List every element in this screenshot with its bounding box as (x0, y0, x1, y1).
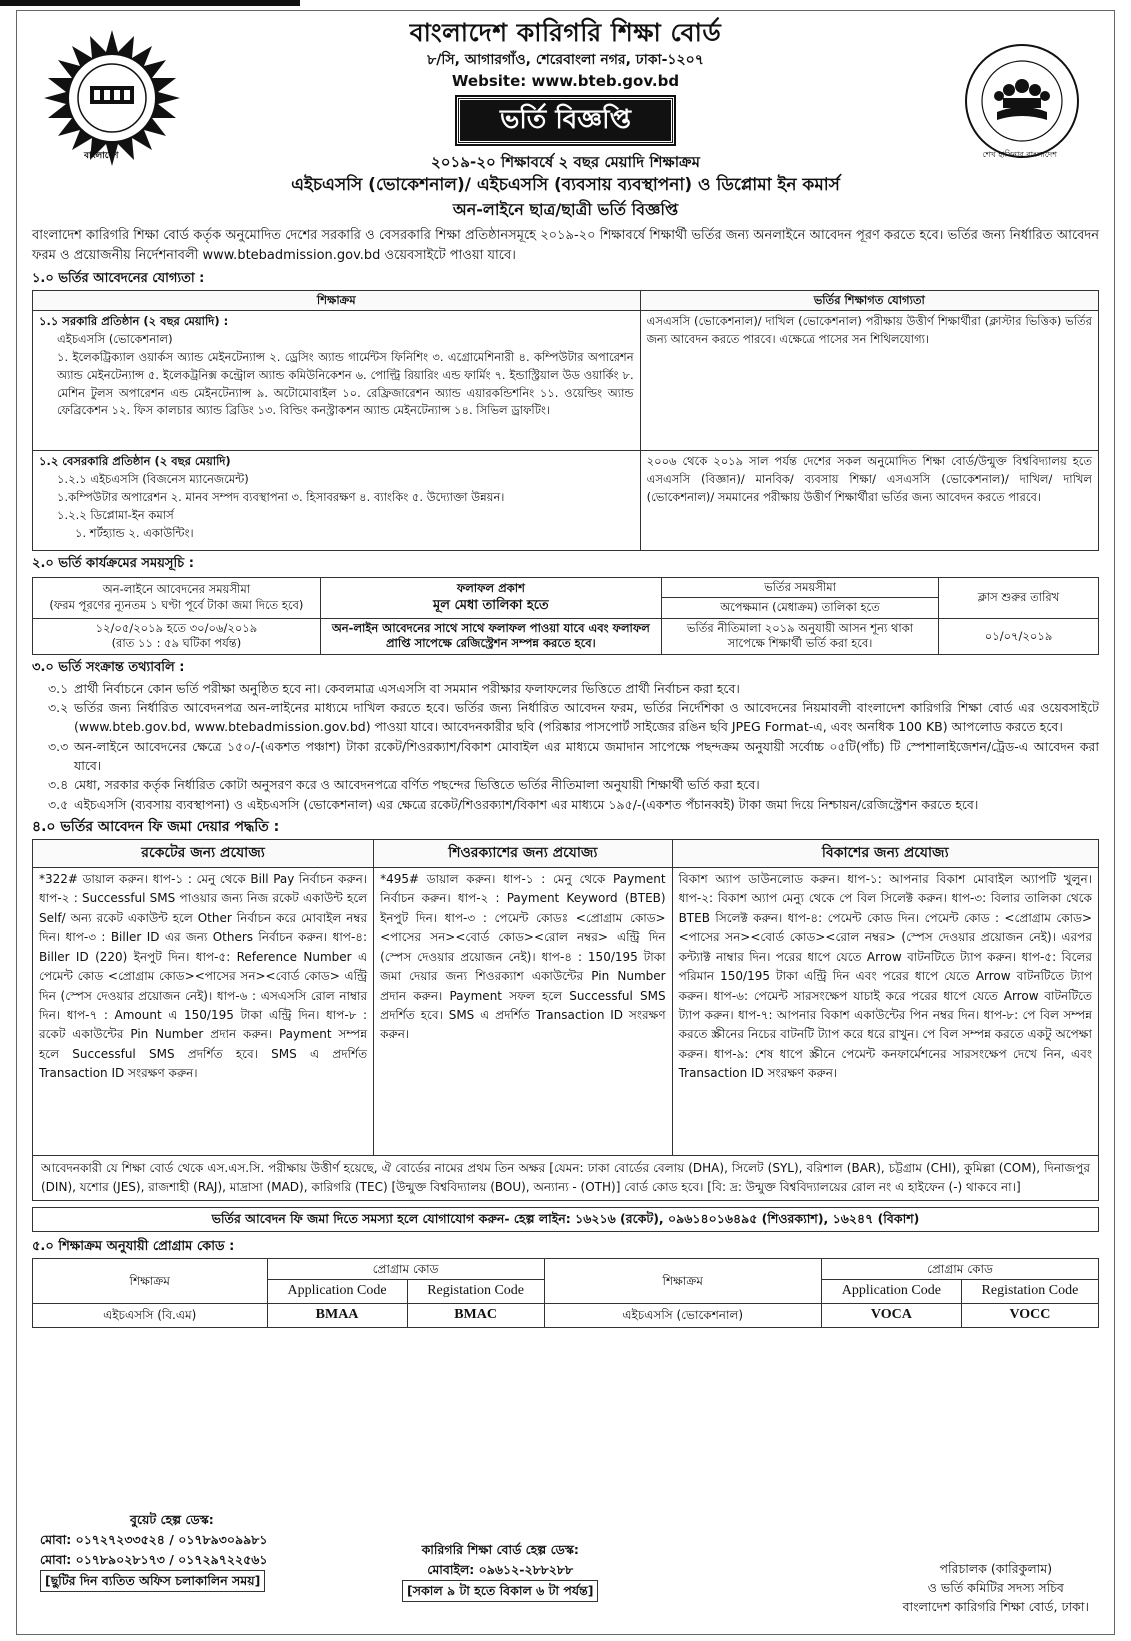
course-col-right: শিক্ষাক্রম (544, 1258, 821, 1303)
bteb-help-desk (402, 1540, 598, 1602)
section2-title: ২.০ ভর্তি কার্যক্রমের সময়সূচি : (32, 556, 194, 572)
online-admission-subtitle: অন-লাইনে ছাত্র/ছাত্রী ভর্তি বিজ্ঞপ্তি (452, 200, 679, 220)
eligibility-col-course: শিক্ষাক্রম (33, 290, 641, 311)
reg-code-header-right: Registation Code (961, 1279, 1098, 1303)
apply-deadline-dates: ১২/০৫/২০১৯ হতে ৩০/০৬/২০১৯ (95, 620, 258, 635)
bteb-phone: মোবাইল: ০৯৬১২-২৮৮২৮৮ (427, 1562, 574, 1577)
signatory-role: ও ভর্তি কমিটির সদস্য সচিব (927, 1579, 1064, 1595)
app-code-header-right: Application Code (821, 1279, 961, 1303)
signature-block (903, 1560, 1089, 1616)
govt-qualification: এসএসসি (ভোকেশনাল)/ দাখিল (ভোকেশনাল) পরীক্ষায় উত্তীর্ণ শিক্ষার্থীরা (ক্লাস্টার ভিত্তিক) ভর্তির জন্য আবেদন করতে পারবে। এক্ষেত্রে পাসের সন শিথিলযোগ্য। (640, 311, 1098, 451)
waiting-list-label: অপেক্ষমান (মেধাক্রম) তালিকা হতে (661, 598, 938, 619)
class-start-label: ক্লাস শুরুর তারিখ (939, 577, 1099, 618)
apply-deadline-note: (ফরম পূরণের ন্যূনতম ১ ঘণ্টা পূর্বে টাকা জমা দিতে হবে) (49, 597, 304, 612)
intro-paragraph: বাংলাদেশ কারিগরি শিক্ষা বোর্ড কর্তৃক অনুমোদিত দেশের সরকারি ও বেসরকারি শিক্ষা প্রতিষ্ঠানসমূহে ২০১৯-২০ শিক্ষাবর্ষে শিক্ষার্থী ভর্তির জন্য অনলাইনে আবেদন পূরণ করতে হবে। ভর্তির জন্য নির্ধারিত আবেদন ফরম ও প্রয়োজনীয় নির্দেশনাবলী www.btebadmission.gov.bd ওয়েবসাইটে পাওয়া যাবে। (32, 228, 1099, 264)
govt-institution-program: এইচএসসি (ভোকেশনাল) (57, 332, 173, 347)
bteb-hours: [সকাল ৯ টা হতে বিকাল ৬ টা পর্যন্ত] (402, 1580, 598, 1602)
schedule-head-apply (33, 577, 321, 618)
list-item (32, 737, 1099, 776)
info-list (32, 679, 1099, 815)
info-number: ৩.১ (48, 680, 69, 696)
bm-reg-code: BMAC (407, 1303, 544, 1327)
payment-method-table (32, 839, 1099, 1156)
rocket-header: রকেটের জন্য প্রযোজ্য (33, 840, 374, 868)
info-text: মেধা, সরকার কর্তৃক নির্ধারিত কোটা অনুসরণ করে ও আবেদনপত্রে বর্ণিত পছন্দের ভিত্তিতে ভর্তির নীতিমালা অনুযায়ী শিক্ষার্থী ভর্তি করা হবে। (74, 777, 760, 793)
surecash-header: শিওরক্যাশের জন্য প্রযোজ্য (374, 840, 672, 868)
footer (22, 1510, 1109, 1630)
govt-trades-list: ১. ইলেকট্রিক্যাল ওয়ার্কস অ্যান্ড মেইনটেন্যান্স ২. ড্রেসিং অ্যান্ড গার্মেন্টস ফিনিশিং ৩. এগ্রোমেশিনারী ৪. কম্পিউটার অপারেশন অ্যান্ড মেইনটেন্যান্স ৫. ইলেকট্রনিক্স কন্ট্রোল অ্যান্ড কমিউনিকেশন ৬. পোল্ট্রি রিয়ারিং এন্ড ফার্মিং ৭. ইন্ডাস্ট্রিয়াল উড ওয়ার্কিং ৮. মেশিন টুলস অপারেশন এন্ড মেইনটেন্যান্স ৯. অটোমোবাইল ১০. রেফ্রিজারেশন অ্যান্ড এয়ারকন্ডিশনিং ১১. ওয়েল্ডিং অ্যান্ড ফেব্রিকেশন ১২. ফিস কালচার অ্যান্ড ব্রিডিং ১৩. বিল্ডিং কনস্ট্রাকশন অ্যান্ড মেইনটেন্যান্স ১৪. সিভিল ড্রাফটিং। (57, 349, 634, 418)
surecash-instructions: *495# ডায়াল করুন। ধাপ-১ : মেনু থেকে Payment নির্বাচন করুন। ধাপ-২ : Payment Keyword (BTEB) ইনপুট দিন। ধাপ-৩ : পেমেন্ট কোডঃ <প্রোগ্রাম কোড><পাসের সন><বোর্ড কোড><রোল নম্বর> এন্ট্রি দিন (স্পেস দেওয়ার প্রয়োজন নেই)। ধাপ-৪ : 150/195 টাকা জমা দেয়ার জন্য শিওরক্যাশ একাউন্টের Pin Number প্রদান করুন। Payment সফল হলে Successful SMS প্রদর্শিত হবে। SMS এ প্রদর্শিত Transaction ID সংরক্ষণ করুন। (374, 867, 672, 1155)
list-item (32, 775, 1099, 794)
app-code-header-left: Application Code (267, 1279, 407, 1303)
session-subtitle: ২০১৯-২০ শিক্ষাবর্ষে ২ বছর মেয়াদি শিক্ষাক্রম (431, 152, 700, 171)
bkash-header: বিকাশের জন্য প্রযোজ্য (672, 840, 1098, 868)
buet-help-title: বুয়েট হেল্প ডেস্ক: (130, 1512, 214, 1527)
reg-code-header-left: Registation Code (407, 1279, 544, 1303)
voc-app-code: VOCA (821, 1303, 961, 1327)
info-number: ৩.৪ (48, 777, 69, 793)
course-vocational: এইচএসসি (ভোকেশনাল) (544, 1303, 821, 1327)
notice-title: ভর্তি বিজ্ঞপ্তি (457, 97, 674, 144)
section4-title: ৪.০ ভর্তির আবেদন ফি জমা দেয়ার পদ্ধতি : (32, 819, 280, 836)
bkash-instructions: বিকাশ অ্যাপ ডাউনলোড করুন। ধাপ-১: আপনার বিকাশ মোবাইল অ্যাপটি খুলুন। ধাপ-২: বিকাশ অ্যাপ মেন্যু থেকে পে বিল সিলেক্ট করুন। ধাপ-৩: বিলার তালিকা থেকে BTEB সিলেক্ট করুন। ধাপ-৪: পেমেন্ট কোড দিন। পেমেন্ট কোড : <প্রোগ্রাম কোড><পাসের সন><বোর্ড কোড><রোল নম্বর> (স্পেস দেওয়ার প্রয়োজন নেই)। এরপর কন্ট্যাক্ট নাম্বার দিন। পরের ধাপে যেতে Arrow বাটনটিতে ট্যাপ করুন। ধাপ-৫: বিলের পরিমান 150/195 টাকা এন্ট্রি দিন এবং পরের ধাপে যেতে Arrow বাটনটিতে ট্যাপ করুন। ধাপ-৬: পেমেন্ট সারসংক্ষেপ যাচাই করে পরের ধাপে যেতে Arrow বাটনটিতে ট্যাপ করুন। ধাপ-৭: আপনার বিকাশ একাউন্টের পিন নম্বর দিন। ধাপ-৮: পে বিল সম্পন্ন করতে স্ক্রীনের নিচের বাটনটি ট্যাপ করে ধরে রাখুন। পে বিল সম্পন্ন করতে একটু অপেক্ষা করুন। ধাপ-৯: শেষ ধাপে স্ক্রীনে পেমেন্ট কনফার্মেশনের সারসংক্ষেপ দেখে নিন, এবং Transaction ID সংরক্ষণ করুন। (672, 867, 1098, 1155)
list-item (32, 679, 1099, 698)
result-sub: মূল মেধা তালিকা হতে (433, 597, 549, 613)
table-row (33, 618, 1099, 654)
emblem-logo (963, 42, 1081, 160)
eligibility-table (32, 290, 1099, 552)
section1-title: ১.০ ভর্তির আবেদনের যোগ্যতা : (32, 271, 205, 287)
schedule-head-result (320, 577, 661, 618)
private-institution-heading: ১.২ বেসরকারি প্রতিষ্ঠান (২ বছর মেয়াদি) (39, 454, 231, 469)
bm-app-code: BMAA (267, 1303, 407, 1327)
private-institution-cell (33, 451, 641, 551)
govt-institution-heading: ১.১ সরকারি প্রতিষ্ঠান (২ বছর মেয়াদি) : (39, 314, 229, 329)
payment-helpline: ভর্তির আবেদন ফি জমা দিতে সমস্যা হলে যোগাযোগ করুন- হেল্প লাইন: ১৬২১৬ (রকেট), ০৯৬১৪০১৬৪৯৫ (শিওরক্যাশ), ১৬২৪৭ (বিকাশ) (32, 1207, 1099, 1232)
hsc-bm-list: ১.কম্পিউটার অপারেশন ২. মানব সম্পদ ব্যবস্থাপনা ৩. হিসাবরক্ষণ ৪. ব্যাংকিং ৫. উদ্যোক্তা উন্নয়ন। (57, 489, 505, 504)
board-address: ৮/সি, আগারগাঁও, শেরেবাংলা নগর, ঢাকা-১২০৭ (427, 51, 704, 68)
board-title: বাংলাদেশ কারিগরি শিক্ষা বোর্ড (409, 18, 722, 47)
buet-phone-1: মোবা: ০১৭২৭২৩৩৫২৪ / ০১৭৮৯৩০৯৯৮১ (40, 1532, 268, 1547)
header (22, 0, 1109, 220)
schedule-table (32, 577, 1099, 655)
buet-phone-2: মোবা: ০১৭৮৯০২৮১৭৩ / ০১৭২৯৭২২৫৬১ (40, 1552, 268, 1567)
apply-deadline-value (33, 618, 321, 654)
bteb-seal-logo (42, 28, 182, 168)
private-qualification: ২০০৬ থেকে ২০১৯ সাল পর্যন্ত দেশের সকল অনুমোদিত শিক্ষা বোর্ড/উন্মুক্ত বিশ্ববিদ্যালয় হতে এসএসসি (বিজ্ঞান)/ মানবিক/ ব্যবসায় শিক্ষা/ এসএসসি (ভোকেশনাল)/ দাখিল/ দাখিল (ভোকেশনাল)/ সমমানের পরীক্ষায় উত্তীর্ণ শিক্ষার্থীরা ভর্তির জন্য আবেদন করতে পারবে। (640, 451, 1098, 551)
table-row (33, 451, 1099, 551)
admission-deadline-label: ভর্তির সময়সীমা (661, 577, 938, 598)
right-logo-text: শেখ হাসিনার বাংলাদেশ (982, 150, 1057, 159)
govt-institution-cell (33, 311, 641, 451)
info-text: প্রার্থী নির্বাচনে কোন ভর্তি পরীক্ষা অনুষ্ঠিত হবে না। কেবলমাত্র এসএসসি বা সমমান পরীক্ষার ফলাফলের ভিত্তিতে প্রার্থী নির্বাচন করা হবে। (74, 680, 740, 696)
diploma-commerce-heading: ১.২.২ ডিপ্লোমা-ইন কমার্স (57, 507, 174, 522)
left-logo-text: বাংলাদেশ (84, 151, 119, 161)
buet-hours: [ছুটির দিন ব্যতিত অফিস চলাকালিন সময়] (40, 1570, 265, 1592)
info-number: ৩.৫ (48, 796, 69, 812)
admission-deadline-value: ভর্তির নীতিমালা ২০১৯ অনুযায়ী আসন শূন্য থাকা সাপেক্ষে শিক্ষার্থী ভর্তি করা হবে। (661, 618, 938, 654)
apply-deadline-time: (রাত ১১ : ৫৯ ঘটিকা পর্যন্ত) (111, 636, 242, 651)
eligibility-col-qualification: ভর্তির শিক্ষাগত যোগ্যতা (640, 290, 1098, 311)
programs-subtitle: এইচএসসি (ভোকেশনাল)/ এইচএসসি (ব্যবসায় ব্যবস্থাপনা) ও ডিপ্লোমা ইন কমার্স (291, 175, 840, 196)
board-code-note: আবেদনকারী যে শিক্ষা বোর্ড থেকে এস.এস.সি. পরীক্ষায় উত্তীর্ণ হয়েছে, ঐ বোর্ডের নামের প্রথম তিন অক্ষর [যেমন: ঢাকা বোর্ডের বেলায় (DHA), সিলেট (SYL), বরিশাল (BAR), চট্টগ্রাম (CHI), কুমিল্লা (COM), দিনাজপুর (DIN), যশোর (JES), রাজশাহী (RAJ), মাদ্রাসা (MAD), কারিগরি (TEC) [উন্মুক্ত বিশ্ববিদ্যালয় (BOU), অন্যান্য - (OTH)] বোর্ড কোড হবে। [বি: দ্র: উন্মুক্ত বিশ্ববিদ্যালয়ের রোল নং এ হাইফেন (-) থাকবে না।] (32, 1156, 1099, 1201)
section5-title: ৫.০ শিক্ষাক্রম অনুযায়ী প্রোগ্রাম কোড : (32, 1239, 235, 1255)
rocket-instructions: *322# ডায়াল করুন। ধাপ-১ : মেনু থেকে Bill Pay নির্বাচন করুন। ধাপ-২ : Successful SMS পাওয়ার জন্য নিজ রকেট একাউন্ট হলে Self/ অন্য রকেট একাউন্ট হলে Other নির্বাচন করে মোবাইল নম্বর দিন। ধাপ-৩ : Biller ID এর জন্য Others নির্বাচন করুন। ধাপ-৪: Biller ID (220) ইনপুট দিন। ধাপ-৫: Reference Number এ পেমেন্ট কোড <প্রোগ্রাম কোড><পাসের সন><বোর্ড কোড> এন্ট্রি দিন (স্পেস দেওয়ার প্রয়োজন নেই)। ধাপ-৬ : এসএসসি রোল নাম্বার দিন। ধাপ-৭ : Amount এ 150/195 টাকা এন্ট্রি দিন। ধাপ-৮ : রকেট একাউন্টের Pin Number প্রদান করুন। Payment সম্পন্ন হলে Successful SMS প্রদর্শিত হবে। SMS এ প্রদর্শিত Transaction ID সংরক্ষণ করুন। (33, 867, 374, 1155)
list-item (32, 795, 1099, 814)
course-col-left: শিক্ষাক্রম (33, 1258, 268, 1303)
signatory-title: পরিচালক (কারিকুলাম) (939, 1561, 1053, 1576)
hsc-bm-heading: ১.২.১ এইচএসসি (বিজনেস ম্যানেজমেন্ট) (57, 472, 249, 487)
info-text: ভর্তির জন্য নির্ধারিত আবেদনপত্র অন-লাইনের মাধ্যমে দাখিল করতে হবে। ভর্তির জন্য নির্ধারিত আবেদন ফরম, ভর্তির নির্দেশিকা ও আবেদনের নিয়মাবলী বাংলাদেশ কারিগরি শিক্ষা বোর্ড এর ওয়েবসাইটে (www.bteb.gov.bd, www.btebadmission.gov.bd) পাওয়া যাবে। আবেদনকারীর ছবি (পরিষ্কার পাসপোর্ট সাইজের রঙিন ছবি JPEG Format-এ, এবং অনধিক 100 KB) আপলোড করতে হবে। (74, 699, 1099, 735)
program-code-table (32, 1258, 1099, 1328)
list-item (32, 698, 1099, 737)
bteb-help-title: কারিগরি শিক্ষা বোর্ড হেল্প ডেস্ক: (421, 1542, 579, 1557)
result-value: অন-লাইন আবেদনের সাথে সাথে ফলাফল পাওয়া যাবে এবং ফলাফল প্রাপ্তি সাপেক্ষে রেজিস্ট্রেশন সম্পন্ন করতে হবে। (320, 618, 661, 654)
voc-reg-code: VOCC (961, 1303, 1098, 1327)
result-label: ফলাফল প্রকাশ (456, 581, 525, 596)
info-text: এইচএসসি (ব্যবসায় ব্যবস্থাপনা) ও এইচএসসি (ভোকেশনাল) এর ক্ষেত্রে রকেট/শিওরক্যাশ/বিকাশ এর মাধ্যমে ১৯৫/-(একশত পঁচানব্বই) টাকা জমা দিয়ে নিশ্চায়ন/রেজিস্ট্রেশন করতে হবে। (74, 796, 979, 812)
diploma-commerce-list: ১. শর্টহ্যান্ড ২. একাউন্টিং। (75, 525, 194, 540)
signatory-org: বাংলাদেশ কারিগরি শিক্ষা বোর্ড, ঢাকা। (902, 1598, 1089, 1614)
section3-title: ৩.০ ভর্তি সংক্রান্ত তথ্যাবলি : (32, 659, 185, 675)
class-start-date: ০১/০৭/২০১৯ (939, 618, 1099, 654)
table-row (33, 867, 1099, 1155)
program-code-col-right: প্রোগ্রাম কোড (821, 1258, 1098, 1279)
apply-deadline-label: অন-লাইনে আবেদনের সময়সীমা (102, 582, 251, 597)
table-row (33, 1303, 1099, 1327)
buet-help-desk (40, 1510, 268, 1592)
board-website: Website: www.bteb.gov.bd (451, 71, 680, 90)
info-number: ৩.২ (48, 699, 69, 715)
info-number: ৩.৩ (48, 738, 69, 754)
course-bm: এইচএসসি (বি.এম) (33, 1303, 268, 1327)
info-text: অন-লাইনে আবেদনের ক্ষেত্রে ১৫০/-(একশত পঞ্চাশ) টাকা রকেট/শিওরক্যাশ/বিকাশ মোবাইল এর মাধ্যমে জমাদান সাপেক্ষে পছন্দক্রম অনুযায়ী সর্বোচ্চ ০৫টি(পাঁচ) টি স্পেশালাইজেশন/ট্রেড-এ আবেদন করা যাবে। (74, 738, 1099, 773)
program-code-col-left: প্রোগ্রাম কোড (267, 1258, 544, 1279)
table-row (33, 311, 1099, 451)
